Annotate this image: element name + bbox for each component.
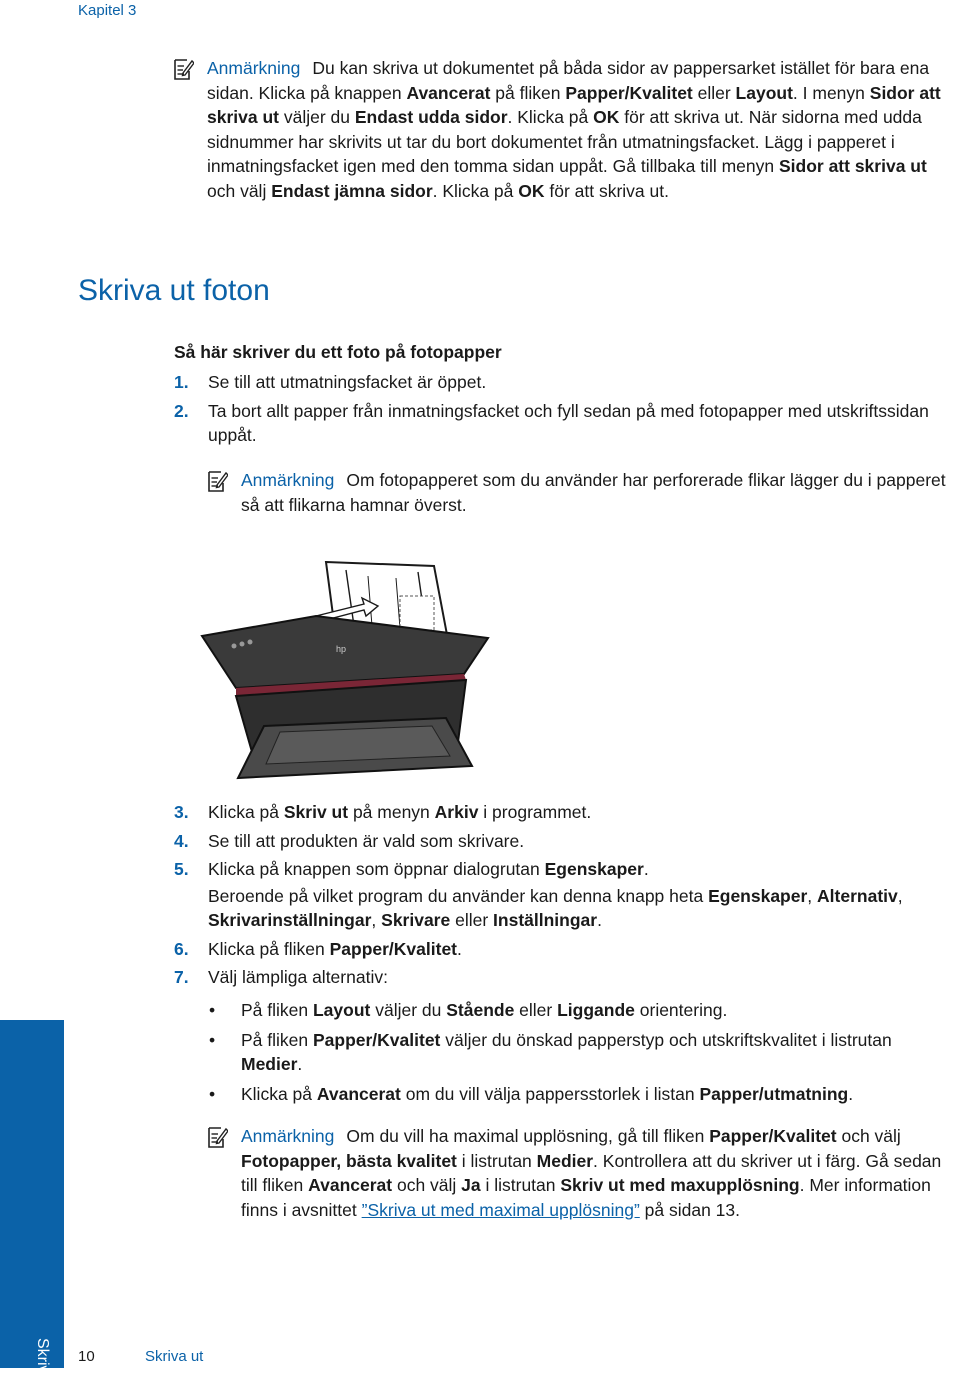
bullet-text: om du vill välja pappersstorlek i listan xyxy=(400,1083,700,1104)
note-text: och välj xyxy=(392,1175,462,1195)
procedure-heading: Så här skriver du ett foto på fotopapper xyxy=(174,342,502,362)
step-bold: Skriv ut xyxy=(283,802,349,822)
note-icon xyxy=(174,58,194,80)
bullet-item xyxy=(208,998,954,1023)
step-bold: Egenskaper xyxy=(544,859,644,879)
step-bold: Skrivare xyxy=(381,910,451,930)
bullet-text: . xyxy=(297,1054,303,1074)
section-title: Skriva ut foton xyxy=(78,274,270,307)
note-text: på sidan 13. xyxy=(639,1199,741,1220)
note-text: Om fotopapperet som du använder har perforerade flikar lägger du i papperet så att flikarna hamnar överst. xyxy=(241,470,946,515)
note-text: Om du vill ha maximal upplösning, gå till fliken xyxy=(346,1126,710,1146)
step-text: Ta bort allt papper från inmatningsfacket och fyll sedan på med fotopapper med utskriftssidan uppåt. xyxy=(208,400,929,445)
step-text: Klicka på xyxy=(208,802,284,822)
note-label: Anmärkning xyxy=(241,1126,335,1146)
step-bold: Inställningar xyxy=(493,910,598,930)
bullet-bold: Medier xyxy=(241,1054,298,1074)
cross-reference-link[interactable]: ”Skriva ut med maximal upplösning” xyxy=(361,1199,640,1220)
step-3 xyxy=(174,800,954,825)
step-number: 3. xyxy=(174,802,189,822)
step-text: eller xyxy=(450,910,494,930)
step-text: , xyxy=(807,885,818,906)
bullet-bold: Stående xyxy=(446,1000,515,1020)
note-bold: OK xyxy=(518,180,545,201)
note-icon xyxy=(208,470,228,492)
step-number: 2. xyxy=(174,400,189,421)
side-tab-label: Skriva ut xyxy=(34,1338,51,1400)
bullet-bold: Avancerat xyxy=(316,1083,401,1104)
note-double-sided xyxy=(207,56,955,203)
bullet-item xyxy=(208,1082,954,1107)
note-bold: Ja xyxy=(461,1175,481,1195)
step-number: 1. xyxy=(174,372,189,392)
bullet-bold: Papper/Kvalitet xyxy=(312,1029,441,1050)
step-7 xyxy=(174,965,954,990)
bullet-text: väljer du xyxy=(370,1000,447,1020)
step-2 xyxy=(174,399,954,448)
note-bold: Papper/Kvalitet xyxy=(565,82,693,103)
note-max-resolution xyxy=(241,1124,953,1222)
step-bold: Skrivarinställningar xyxy=(208,910,372,930)
note-bold: Medier xyxy=(536,1150,594,1171)
options-bullet-list xyxy=(208,998,954,1106)
bullet-glyph: • xyxy=(209,1029,216,1050)
steps-list-a xyxy=(174,370,954,448)
step-text: . xyxy=(643,859,649,879)
hp-logo: hp xyxy=(336,644,347,654)
bullet-text: orientering. xyxy=(634,1000,728,1020)
note-bold: Skriv ut med maxupplösning xyxy=(560,1175,800,1195)
note-text: och välj xyxy=(836,1126,901,1146)
bullet-glyph: • xyxy=(209,1083,216,1104)
page-number: 10 xyxy=(78,1348,95,1365)
note-text: eller xyxy=(692,82,736,103)
step-number: 6. xyxy=(174,938,189,959)
note-bold: OK xyxy=(593,107,620,127)
bullet-text: eller xyxy=(514,1000,558,1020)
step-number: 7. xyxy=(174,967,189,987)
bullet-bold: Papper/utmatning xyxy=(699,1083,849,1104)
bullet-glyph: • xyxy=(209,1000,216,1020)
step-text: . xyxy=(597,910,602,930)
step-5 xyxy=(174,857,954,933)
note-bold: Sidor att skriva ut xyxy=(778,156,927,176)
note-text: för att skriva ut. xyxy=(544,180,669,201)
note-bold: Endast udda sidor xyxy=(354,107,508,127)
step-text: . xyxy=(457,938,462,959)
note-text: i listrutan xyxy=(480,1175,561,1195)
note-text: för att skriva ut. När sidorna med udda sidnummer har skrivits ut tar du bort dokumentet från utmatningsfacket. Lägg i papperet i inmatningsfacket igen med den tomma sidan uppåt. Gå tillbaka till menyn xyxy=(207,107,922,176)
footer-section-title: Skriva ut xyxy=(145,1348,204,1365)
step-number: 4. xyxy=(174,830,189,851)
note-text: väljer du xyxy=(278,107,355,127)
step-6 xyxy=(174,937,954,962)
bullet-text: På fliken xyxy=(241,1029,313,1050)
step-bold: Arkiv xyxy=(434,802,479,822)
note-label: Anmärkning xyxy=(241,470,335,490)
bullet-text: På fliken xyxy=(241,1000,313,1020)
step-1 xyxy=(174,370,954,395)
note-bold: Sidor att skriva ut xyxy=(207,82,941,127)
printer-illustration xyxy=(196,556,496,784)
bullet-text: . xyxy=(848,1083,854,1104)
step-text: Beroende på vilket program du använder kan denna knapp heta xyxy=(208,885,709,906)
note-text: i listrutan xyxy=(456,1150,537,1171)
note-text: . Mer information finns i avsnittet xyxy=(241,1175,931,1220)
note-bold: Fotopapper, bästa kvalitet xyxy=(241,1150,457,1171)
step-text: Se till att utmatningsfacket är öppet. xyxy=(208,372,487,392)
note-text: på fliken xyxy=(490,82,566,103)
bullet-text: väljer du önskad papperstyp och utskriftskvalitet i listrutan xyxy=(440,1029,892,1050)
note-text: . Klicka på xyxy=(507,107,594,127)
step-text: Klicka på knappen som öppnar dialogrutan xyxy=(208,859,545,879)
steps-list-b xyxy=(174,800,954,990)
note-text: . I menyn xyxy=(792,82,870,103)
step-text: Välj lämpliga alternativ: xyxy=(208,967,388,987)
bullet-bold: Liggande xyxy=(557,1000,635,1020)
note-perforated xyxy=(241,468,953,517)
step-number: 5. xyxy=(174,859,189,879)
note-text: Du kan skriva ut dokumentet på båda sidor av pappersarket istället för bara ena sidan. Klicka på knappen xyxy=(207,58,930,103)
note-bold: Papper/Kvalitet xyxy=(709,1126,837,1146)
step-bold: Alternativ xyxy=(817,885,898,906)
chapter-side-tab xyxy=(0,1020,64,1400)
note-text: och välj xyxy=(207,180,272,201)
step-text: på menyn xyxy=(348,802,435,822)
note-bold: Avancerat xyxy=(308,1175,393,1195)
note-bold: Avancerat xyxy=(406,82,491,103)
note-bold: Endast jämna sidor xyxy=(271,180,433,201)
bullet-item xyxy=(208,1028,954,1077)
step-text: Se till att produkten är vald som skrivare. xyxy=(208,830,525,851)
step-text: , xyxy=(371,910,382,930)
step-5-explanation xyxy=(208,884,954,933)
chapter-header: Kapitel 3 xyxy=(78,2,137,19)
step-4 xyxy=(174,829,954,854)
note-label: Anmärkning xyxy=(207,58,301,78)
bullet-bold: Layout xyxy=(312,1000,371,1020)
note-text: . Kontrollera att du skriver ut i färg. Gå sedan till fliken xyxy=(241,1150,942,1195)
step-text: , xyxy=(897,885,903,906)
step-text: i programmet. xyxy=(478,802,592,822)
step-bold: Egenskaper xyxy=(708,885,808,906)
step-text: Klicka på fliken xyxy=(208,938,330,959)
bullet-text: Klicka på xyxy=(241,1083,317,1104)
note-icon xyxy=(208,1126,228,1148)
step-bold: Papper/Kvalitet xyxy=(329,938,457,959)
note-text: . Klicka på xyxy=(432,180,519,201)
note-bold: Layout xyxy=(735,82,793,103)
